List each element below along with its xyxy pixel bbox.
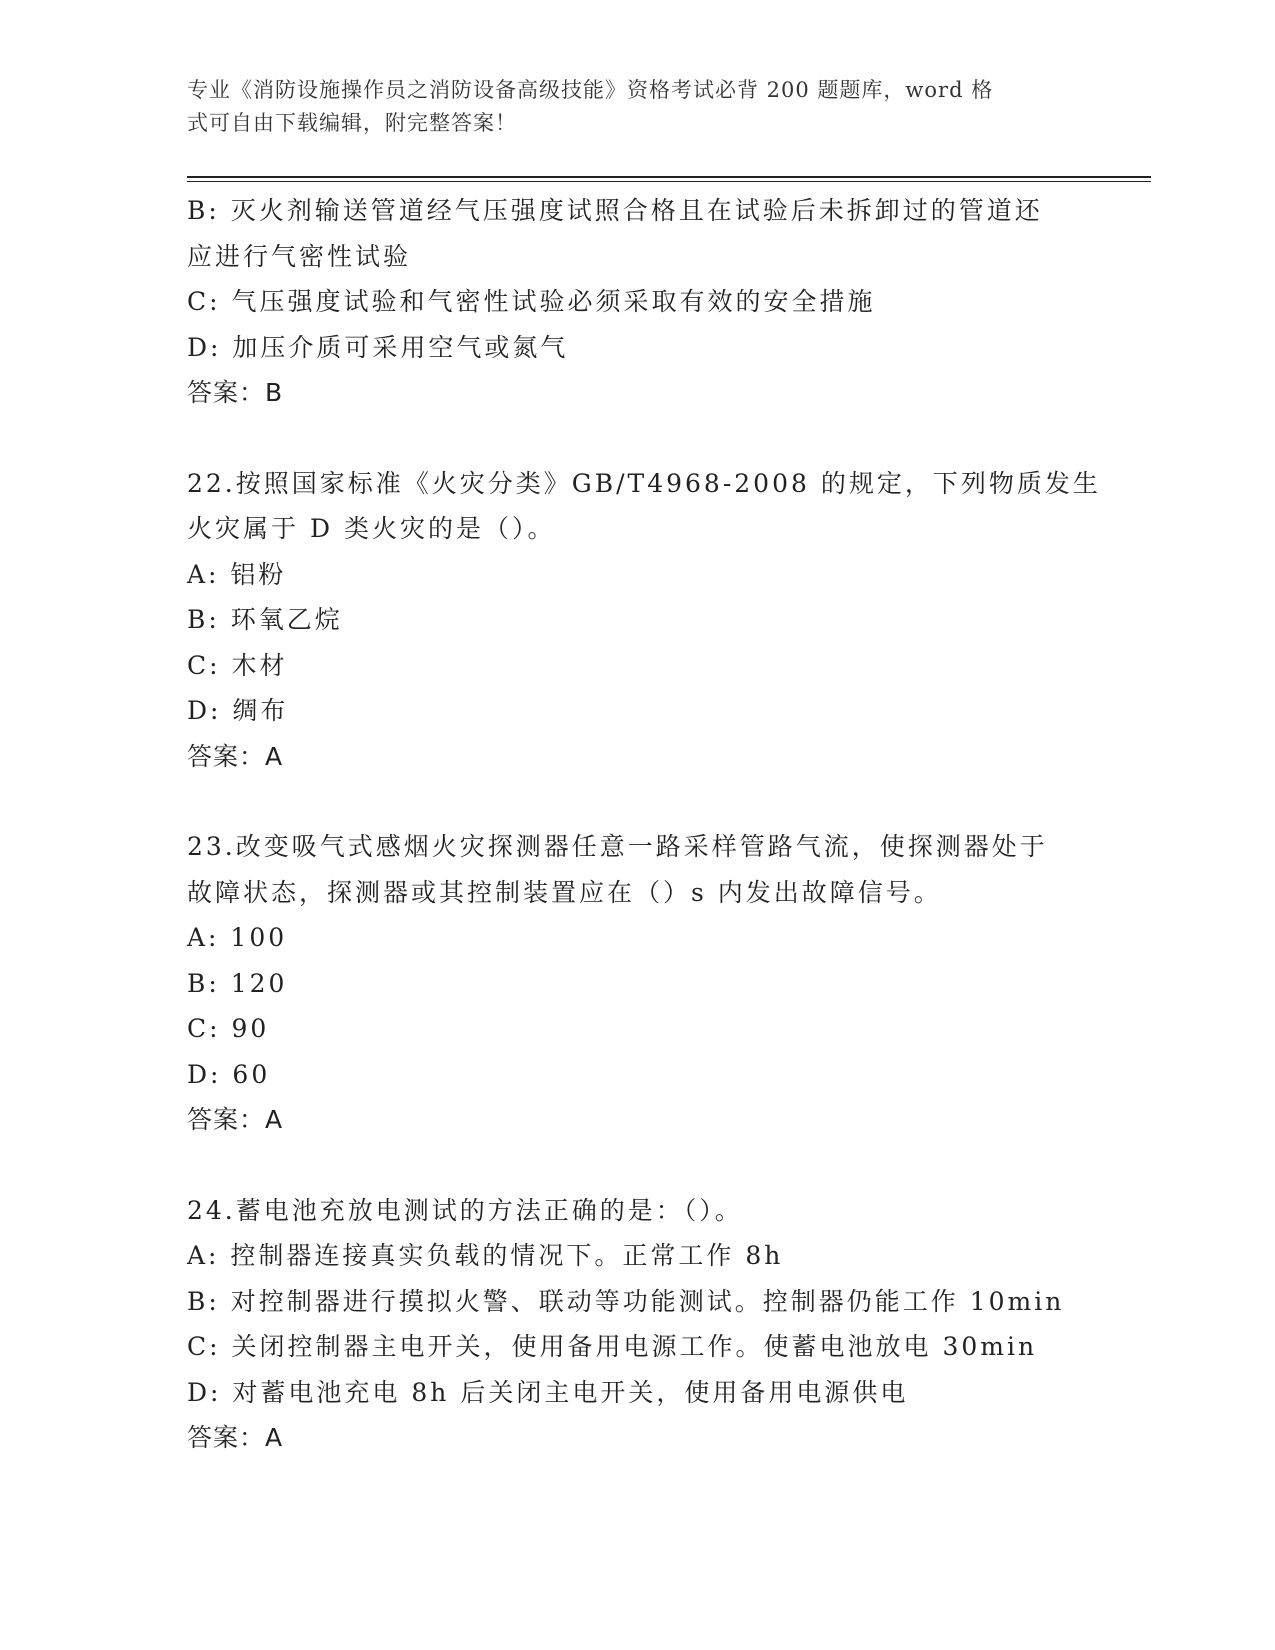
question-stem-line-2: 火灾属于 D 类火灾的是（）。: [187, 514, 556, 543]
question-23: [187, 824, 1087, 1143]
header-rule-thick: [187, 176, 1151, 178]
question-stem-line-1: 23.改变吸气式感烟火灾探测器任意一路采样管路气流，使探测器处于: [187, 832, 1048, 861]
option-b-line-2: 应进行气密性试验: [187, 241, 412, 271]
option-c: C: 木材: [187, 650, 288, 680]
question-content: [187, 188, 1101, 1461]
option-d: D: 60: [187, 1059, 271, 1089]
option-d: D: 加压介质可采用空气或氮气: [187, 332, 569, 362]
option-d: D: 对蓄电池充电 8h 后关闭主电开关，使用备用电源供电: [187, 1377, 909, 1407]
document-header: [187, 74, 1067, 140]
option-a: A: 铝粉: [187, 559, 287, 589]
spacer: [187, 1143, 1087, 1188]
option-d: D: 绸布: [187, 696, 289, 725]
header-rule-thin: [187, 181, 1151, 182]
option-c: C: 气压强度试验和气密性试验必须采取有效的安全措施: [187, 287, 876, 316]
answer: 答案：A: [187, 741, 284, 771]
option-a: A: 控制器连接真实负载的情况下。正常工作 8h: [187, 1241, 784, 1270]
question-22: [187, 461, 1101, 780]
header-line-2: 式可自由下载编辑，附完整答案！: [187, 111, 517, 135]
option-c: C: 关闭控制器主电开关，使用备用电源工作。使蓄电池放电 30min: [187, 1332, 1038, 1361]
question-stem-line-1: 22.按照国家标准《火灾分类》GB/T4968-2008 的规定，下列物质发生: [187, 468, 1101, 498]
option-b-line-1: B: 灭火剂输送管道经气压强度试照合格且在试验后未拆卸过的管道还: [187, 196, 1043, 225]
answer: 答案：B: [187, 378, 284, 407]
option-a: A: 100: [187, 923, 288, 952]
option-c: C: 90: [187, 1014, 270, 1043]
question-24: [187, 1188, 1087, 1461]
answer: 答案：A: [187, 1423, 284, 1452]
option-b: B: 对控制器进行摸拟火警、联动等功能测试。控制器仍能工作 10min: [187, 1286, 1065, 1316]
question-stem: 24.蓄电池充放电测试的方法正确的是：（）。: [187, 1195, 743, 1225]
header-line-1: 专业《消防设施操作员之消防设备高级技能》资格考试必背 200 题题库，word 格: [187, 78, 994, 102]
question-stem-line-2: 故障状态，探测器或其控制装置应在（）s 内发出故障信号。: [187, 877, 942, 907]
spacer: [187, 416, 1087, 461]
option-b: B: 120: [187, 968, 288, 998]
answer: 答案：A: [187, 1105, 284, 1134]
spacer: [187, 779, 1087, 824]
option-b: B: 环氧乙烷: [187, 605, 343, 634]
question-21: [187, 188, 1087, 416]
